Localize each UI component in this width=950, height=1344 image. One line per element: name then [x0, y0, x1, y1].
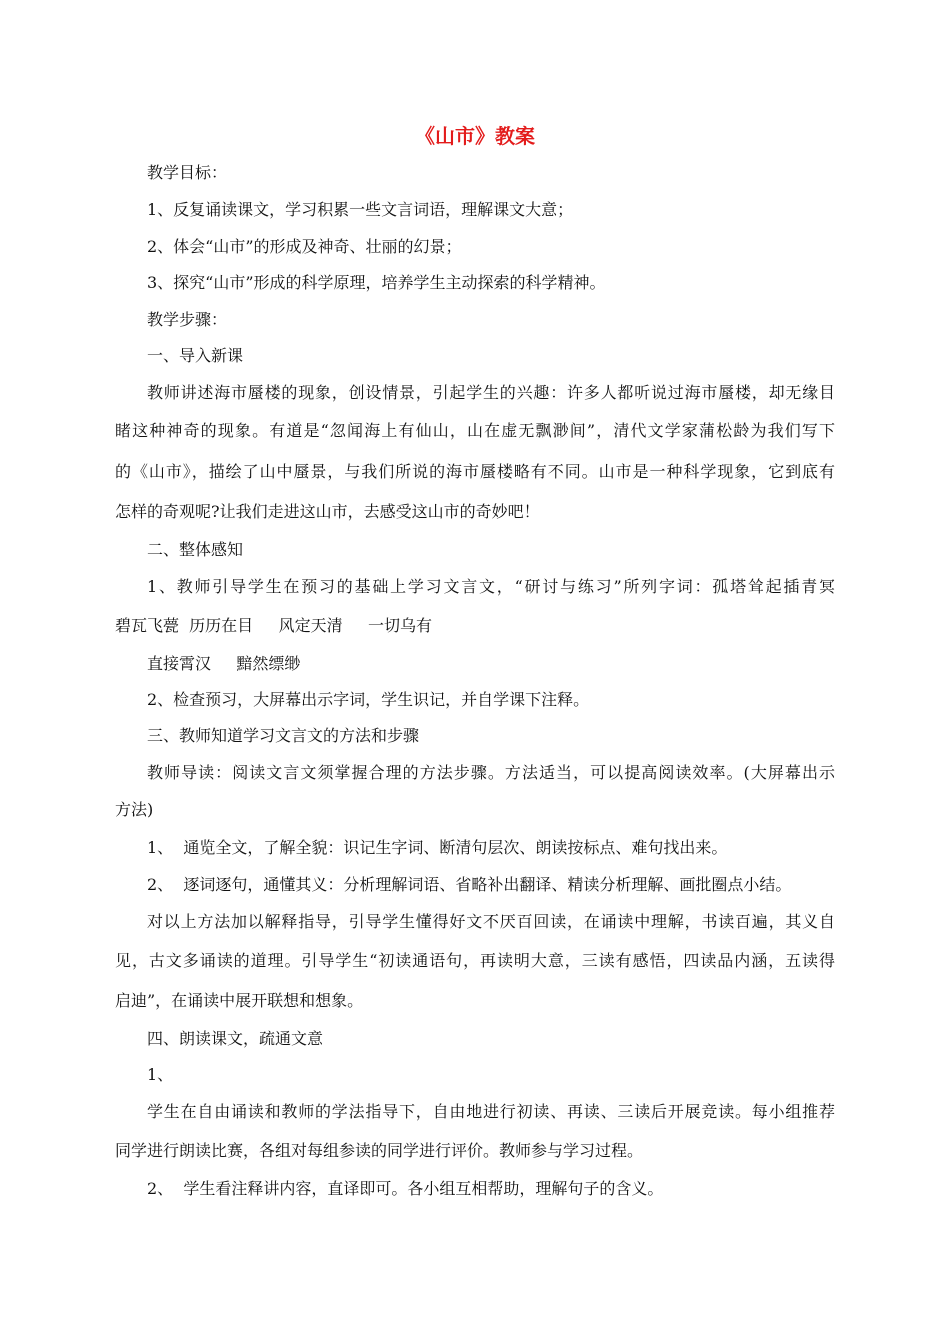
- method-item-2: 2、 逐词逐句，通懂其义：分析理解词语、省略补出翻译、精读分析理解、画批圈点小结。: [147, 875, 792, 894]
- paragraph-line: 见，古文多诵读的道理。引导学生“初读通语句，再读明大意，三读有感悟，四读品内涵，五读得: [115, 951, 835, 970]
- paragraph-line: 睹这种神奇的现象。有道是“忽闻海上有仙山，山在虚无飘渺间”，清代文学家蒲松龄为我们写下: [115, 421, 835, 440]
- paragraph-line: 怎样的奇观呢?让我们走进这山市，去感受这山市的奇妙吧！: [115, 502, 540, 521]
- paragraph-line: 教师导读：阅读文言文须掌握合理的方法步骤。方法适当，可以提高阅读效率。(大屏幕出示: [147, 763, 835, 782]
- paragraph-line: 2、检查预习，大屏幕出示字词，学生识记，并自学课下注释。: [147, 690, 590, 709]
- paragraph-line: 学生在自由诵读和教师的学法指导下，自由地进行初读、再读、三读后开展竞读。每小组推荐: [147, 1102, 835, 1121]
- paragraph-line: 1、教师引导学生在预习的基础上学习文言文，“研讨与练习”所列字词：孤塔耸起插青冥: [147, 577, 835, 596]
- goal-item-3: 3、探究“山市”形成的科学原理，培养学生主动探索的科学精神。: [147, 273, 606, 292]
- section-heading-1: 一、导入新课: [147, 346, 244, 365]
- paragraph-line: 方法): [115, 800, 154, 819]
- vocab-line: 碧瓦飞甍 历历在目 风定天清 一切乌有: [115, 616, 433, 635]
- heading-teaching-goals: 教学目标：: [147, 163, 228, 182]
- paragraph-line: 同学进行朗读比赛，各组对每组参读的同学进行评价。教师参与学习过程。: [115, 1141, 644, 1160]
- section-heading-3: 三、教师知道学习文言文的方法和步骤: [147, 726, 420, 745]
- paragraph-line: 的《山市》，描绘了山中蜃景，与我们所说的海市蜃楼略有不同。山市是一种科学现象，它到底有: [115, 462, 835, 481]
- goal-item-1: 1、反复诵读课文，学习积累一些文言词语，理解课文大意；: [147, 200, 574, 219]
- vocab-line: 直接霄汉 黯然缥缈: [147, 654, 301, 673]
- paragraph-line: 教师讲述海市蜃楼的现象，创设情景，引起学生的兴趣：许多人都听说过海市蜃楼，却无缘目: [147, 383, 835, 402]
- document-title: 《山市》教案: [415, 124, 535, 148]
- paragraph-line: 启迪”，在诵读中展开联想和想象。: [115, 991, 364, 1010]
- method-item-1: 1、 通览全文，了解全貌：识记生字词、断清句层次、朗读按标点、难句找出来。: [147, 838, 728, 857]
- heading-teaching-steps: 教学步骤：: [147, 310, 228, 329]
- goal-item-2: 2、体会“山市”的形成及神奇、壮丽的幻景；: [147, 237, 462, 256]
- list-number: 1、: [147, 1065, 174, 1084]
- paragraph-line: 对以上方法加以解释指导，引导学生懂得好文不厌百回读，在诵读中理解，书读百遍，其义自: [147, 912, 835, 931]
- section-heading-4: 四、朗读课文，疏通文意: [147, 1029, 324, 1048]
- step-item-2: 2、 学生看注释讲内容，直译即可。各小组互相帮助，理解句子的含义。: [147, 1179, 664, 1198]
- section-heading-2: 二、整体感知: [147, 540, 244, 559]
